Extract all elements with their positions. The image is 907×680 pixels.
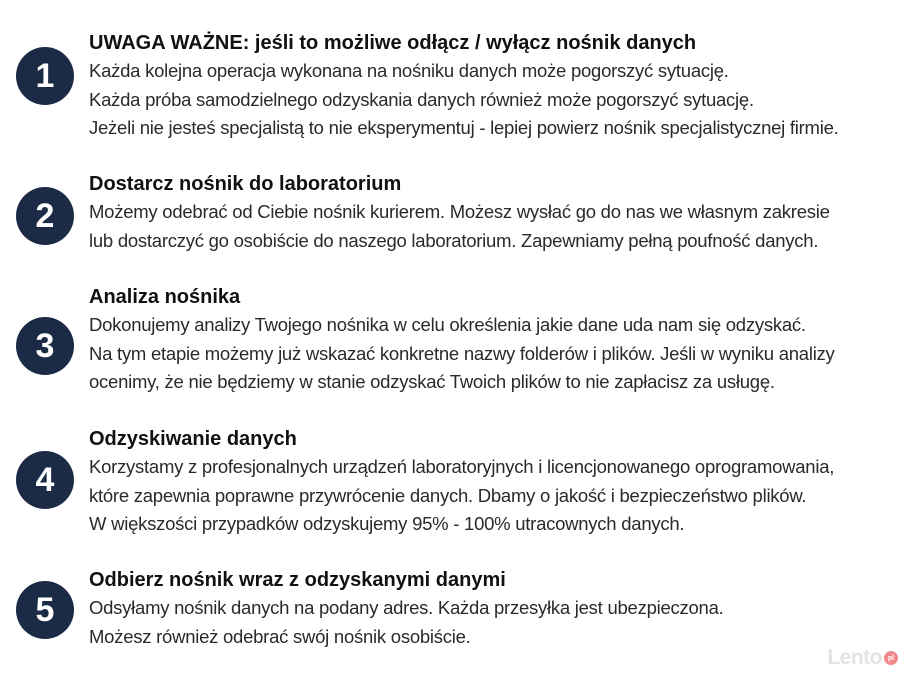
step-text-line: które zapewnia poprawne przywrócenie danych. Dbamy o jakość i bezpieczeństwo plików. [89,484,807,506]
step-number: 4 [35,461,55,499]
step-number-badge [16,317,74,375]
watermark-text: Lento [827,646,882,669]
step-number-badge [16,581,74,639]
watermark-badge: pl [884,651,898,665]
step-number: 1 [35,57,55,95]
step-number-badge [16,47,74,105]
step-text-line: W większości przypadków odzyskujemy 95% - 100% utracownych danych. [89,513,685,534]
step-text-line: Dokonujemy analizy Twojego nośnika w celu określenia jakie dane uda nam się odzyskać. [89,314,806,335]
step-text-line: Możesz również odebrać swój nośnik osobiście. [89,625,471,647]
step-title: UWAGA WAŻNE: jeśli to możliwe odłącz / wyłącz nośnik danych [89,32,697,54]
step-text-line: Każda kolejna operacja wykonana na nośniku danych może pogorszyć sytuację. [89,60,729,81]
step-number-badge [16,451,74,509]
watermark-logo [827,646,898,670]
step-number-badge [16,187,74,245]
step-text-line: Odsyłamy nośnik danych na podany adres. Każda przesyłka jest ubezpieczona. [89,597,724,618]
step-text-line: lub dostarczyć go osobiście do naszego laboratorium. Zapewniamy pełną poufność danych. [89,229,819,251]
step-number: 3 [35,327,55,365]
step-title: Dostarcz nośnik do laboratorium [89,173,402,195]
step-title: Odzyskiwanie danych [89,428,297,450]
step-text-line: Możemy odebrać od Ciebie nośnik kurierem. Możesz wysłać go do nas we własnym zakresie [89,201,830,222]
step-number: 5 [35,591,55,629]
step-title: Odbierz nośnik wraz z odzyskanymi danymi [89,569,506,591]
step-text-line: Każda próba samodzielnego odzyskania danych również może pogorszyć sytuację. [89,88,754,110]
step-text-line: ocenimy, że nie będziemy w stanie odzyskać Twoich plików to nie zapłacisz za usługę. [89,371,775,392]
step-text-line: Na tym etapie możemy już wskazać konkretne nazwy folderów i plików. Jeśli w wyniku analizy [89,342,835,364]
step-number: 2 [35,197,55,235]
step-text-line: Jeżeli nie jesteś specjalistą to nie eksperymentuj - lepiej powierz nośnik specjalistycznej firmie. [89,117,839,138]
step-title: Analiza nośnika [89,286,241,308]
step-text-line: Korzystamy z profesjonalnych urządzeń laboratoryjnych i licencjonowanego oprogramowania, [89,456,835,477]
